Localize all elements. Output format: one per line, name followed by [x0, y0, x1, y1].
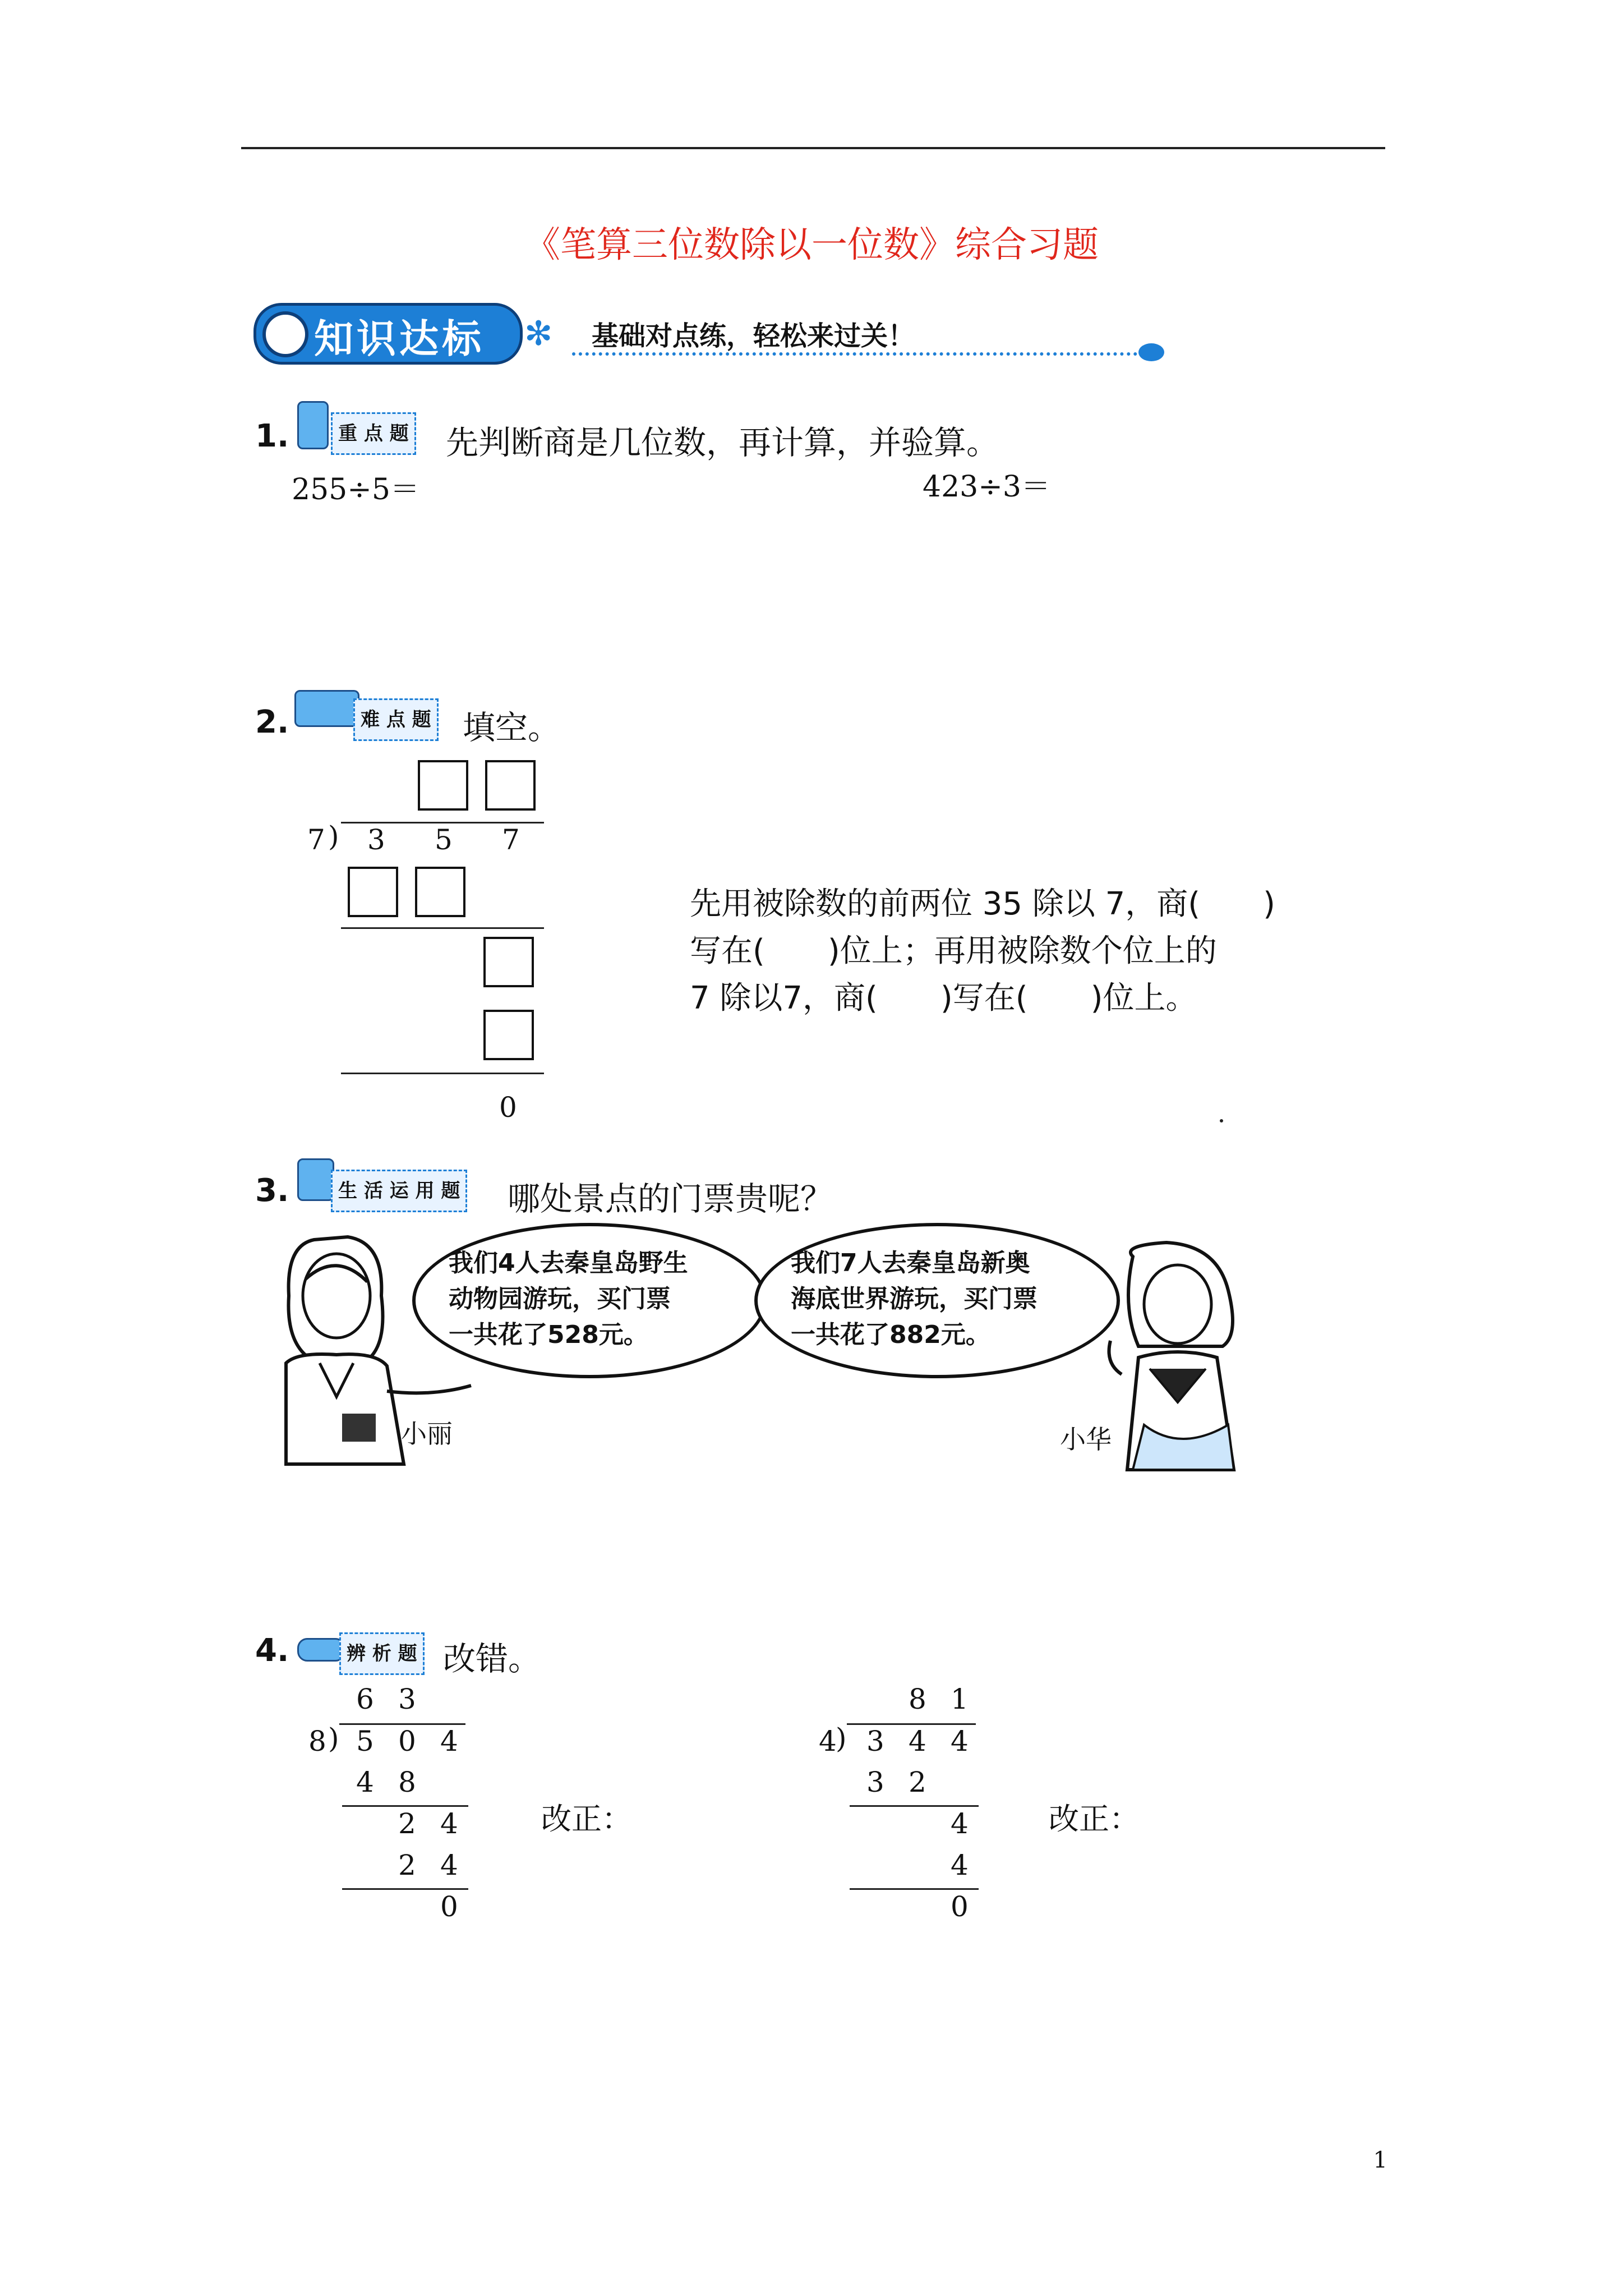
xiaohua-name: 小华 [1060, 1424, 1112, 1455]
q4a-step-digit: 4 [356, 1766, 374, 1798]
q4b-dividend-digit: 3 [866, 1725, 884, 1757]
quotient-box-2[interactable] [485, 760, 536, 811]
q1-expression-b: 423÷3＝ [923, 470, 1050, 504]
q2-explanation-line-2: 写在( )位上；再用被除数个位上的 [690, 933, 1217, 969]
page-number: 1 [1373, 2147, 1387, 2173]
flower-icon: ✻ [524, 314, 553, 353]
header-rule [241, 147, 1385, 149]
q4a-step-digit: 8 [398, 1766, 416, 1798]
subtract-line-2 [341, 1073, 544, 1074]
dividend-digit: 7 [502, 823, 520, 856]
q4b-step-digit: 4 [951, 1849, 969, 1881]
product-box-2[interactable] [415, 867, 465, 917]
q1-number: 1. [255, 418, 289, 454]
key-point-icon [297, 401, 329, 449]
q4a-remainder: 0 [440, 1890, 458, 1923]
q2-number: 2. [255, 704, 289, 740]
q4a-quotient-digit: 6 [356, 1683, 374, 1715]
bracket: ) [328, 820, 339, 853]
xiaoli-bubble-line-1: 我们4人去秦皇岛野生 [449, 1249, 688, 1277]
q4b-quotient-digit: 8 [909, 1683, 926, 1715]
xiaoli-name: 小丽 [401, 1419, 453, 1449]
q4-number: 4. [255, 1632, 289, 1669]
xiaoli-bubble-line-2: 动物园游玩，买门票 [449, 1285, 671, 1313]
q3-tag: 生 活 运 用 题 [331, 1170, 467, 1212]
dividend-digit: 5 [435, 823, 453, 856]
dividend-digit: 3 [367, 823, 385, 856]
q4a-divisor: 8 [308, 1725, 326, 1757]
q2-prompt: 填空。 [463, 708, 561, 747]
smiley-icon [262, 311, 308, 357]
q4a-step-digit: 2 [398, 1807, 416, 1840]
page-title: 《笔算三位数除以一位数》综合习题 [524, 224, 1099, 266]
xiaoli-bubble-line-3: 一共花了528元。 [449, 1320, 648, 1349]
q4b-line [850, 1805, 979, 1807]
bracket: ) [328, 1722, 339, 1755]
q4a-fix-label: 改正： [541, 1801, 632, 1837]
subtract-line-1 [341, 927, 544, 929]
banner-dotted-line [572, 352, 1144, 356]
xiaohua-bubble-line-1: 我们7人去秦皇岛新奥 [791, 1249, 1030, 1277]
q4a-line [342, 1805, 468, 1807]
q3-number: 3. [255, 1172, 289, 1209]
q4b-step-digit: 3 [866, 1766, 884, 1798]
xiaohua-bubble-line-3: 一共花了882元。 [791, 1320, 990, 1349]
q2-explanation-line-3: 7 除以7，商( )写在( )位上。 [690, 980, 1197, 1016]
q4a-dividend-digit: 5 [356, 1725, 374, 1757]
speck [1220, 1119, 1223, 1122]
q4b-remainder: 0 [951, 1890, 969, 1923]
difficult-point-icon [294, 690, 359, 727]
q1-tag: 重 点 题 [331, 412, 416, 455]
q2-tag: 难 点 题 [353, 698, 439, 741]
banner-label: 知识达标 [314, 316, 485, 362]
q4b-divisor: 4 [819, 1725, 837, 1757]
q4b-line [850, 1888, 979, 1890]
q4a-step-digit: 2 [398, 1849, 416, 1881]
q4b-step-digit: 4 [951, 1807, 969, 1840]
q4a-quotient-digit: 3 [398, 1683, 416, 1715]
xiaohua-bubble-line-2: 海底世界游玩，买门票 [791, 1285, 1038, 1313]
q2-explanation-line-1: 先用被除数的前两位 35 除以 7，商( ) [690, 886, 1275, 922]
quotient-box-1[interactable] [418, 760, 468, 811]
remainder-box-1[interactable] [483, 937, 534, 987]
q4b-step-digit: 2 [909, 1766, 926, 1798]
q3-prompt: 哪处景点的门票贵呢？ [508, 1180, 833, 1218]
daily-life-icon [297, 1158, 334, 1201]
q4a-step-digit: 4 [440, 1849, 458, 1881]
banner-dot-end [1138, 343, 1164, 361]
q4a-dividend-digit: 4 [440, 1725, 458, 1757]
product-box-1[interactable] [348, 867, 398, 917]
q4b-fix-label: 改正： [1049, 1801, 1140, 1837]
q4-prompt: 改错。 [443, 1640, 541, 1678]
q1-prompt: 先判断商是几位数，再计算，并验算。 [446, 424, 999, 462]
q4-tag: 辨 析 题 [339, 1632, 425, 1675]
q4a-step-digit: 4 [440, 1807, 458, 1840]
q4a-line [342, 1888, 468, 1890]
final-remainder: 0 [499, 1091, 517, 1124]
remainder-box-2[interactable] [483, 1010, 534, 1060]
bracket: ) [836, 1722, 847, 1755]
banner-subtitle: 基础对点练，轻松来过关！ [592, 320, 915, 352]
girl-xiaohua-illustration [1099, 1240, 1267, 1475]
q4a-dividend-digit: 0 [398, 1725, 416, 1757]
q4b-dividend-digit: 4 [909, 1725, 926, 1757]
divisor: 7 [307, 823, 325, 856]
q1-expression-a: 255÷5＝ [292, 473, 419, 507]
q4b-quotient-digit: 1 [951, 1683, 969, 1715]
q4b-dividend-digit: 4 [951, 1725, 969, 1757]
magnifier-icon [297, 1638, 345, 1662]
